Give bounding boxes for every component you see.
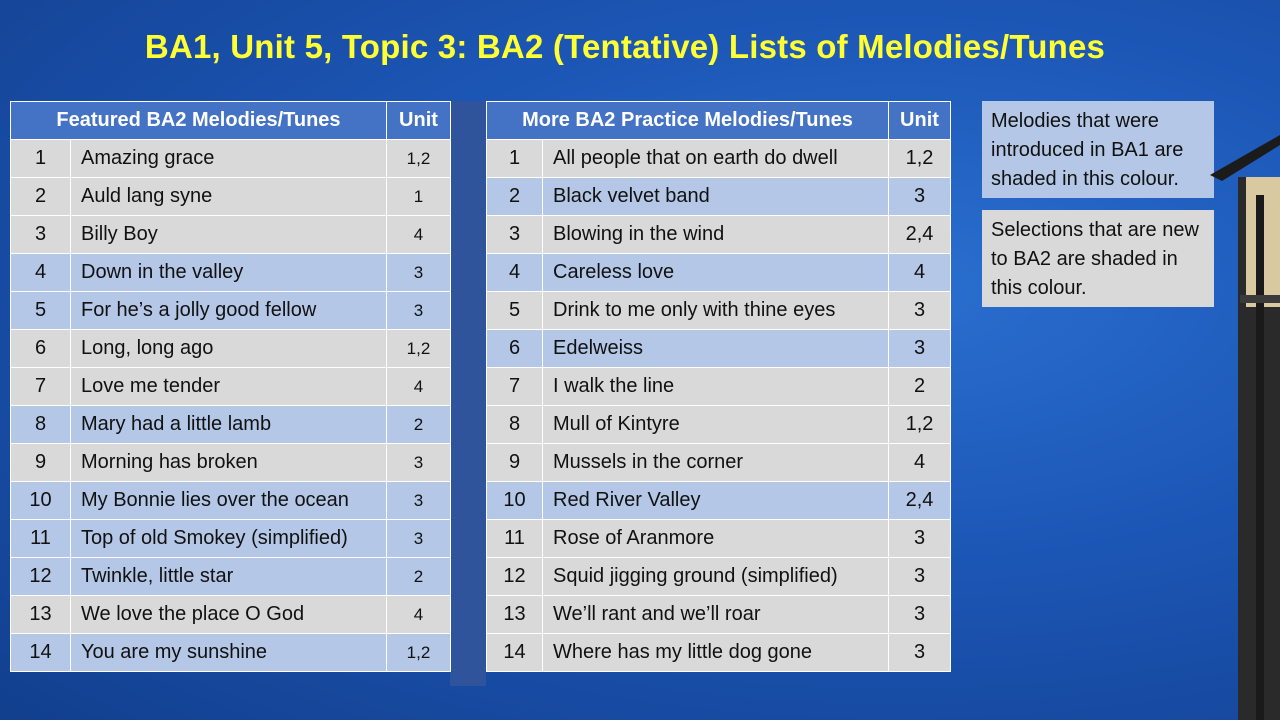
row-number: 10 bbox=[11, 482, 71, 520]
row-number: 2 bbox=[487, 178, 543, 216]
row-number: 3 bbox=[487, 216, 543, 254]
unit-value: 2,4 bbox=[889, 216, 951, 254]
unit-value: 3 bbox=[889, 178, 951, 216]
practice-row bbox=[487, 368, 951, 406]
row-number: 4 bbox=[487, 254, 543, 292]
featured-unit-header: Unit bbox=[387, 102, 451, 140]
featured-row bbox=[11, 444, 451, 482]
practice-row bbox=[487, 634, 951, 672]
melody-name: Top of old Smokey (simplified) bbox=[71, 520, 387, 558]
melody-name: We’ll rant and we’ll roar bbox=[543, 596, 889, 634]
row-number: 9 bbox=[11, 444, 71, 482]
unit-value: 2,4 bbox=[889, 482, 951, 520]
row-number: 11 bbox=[11, 520, 71, 558]
row-number: 1 bbox=[11, 140, 71, 178]
melody-name: Black velvet band bbox=[543, 178, 889, 216]
unit-value: 4 bbox=[387, 216, 451, 254]
melody-name: My Bonnie lies over the ocean bbox=[71, 482, 387, 520]
practice-row bbox=[487, 596, 951, 634]
melody-name: Billy Boy bbox=[71, 216, 387, 254]
practice-table-header: More BA2 Practice Melodies/Tunes bbox=[487, 102, 889, 140]
featured-row bbox=[11, 178, 451, 216]
row-number: 14 bbox=[487, 634, 543, 672]
row-number: 14 bbox=[11, 634, 71, 672]
melody-name: For he’s a jolly good fellow bbox=[71, 292, 387, 330]
melody-name: Squid jigging ground (simplified) bbox=[543, 558, 889, 596]
practice-row bbox=[487, 444, 951, 482]
row-number: 1 bbox=[487, 140, 543, 178]
melody-name: Red River Valley bbox=[543, 482, 889, 520]
melody-name: Mull of Kintyre bbox=[543, 406, 889, 444]
featured-row bbox=[11, 596, 451, 634]
row-number: 13 bbox=[487, 596, 543, 634]
row-number: 9 bbox=[487, 444, 543, 482]
practice-unit-header: Unit bbox=[889, 102, 951, 140]
featured-row bbox=[11, 482, 451, 520]
unit-value: 3 bbox=[889, 520, 951, 558]
unit-value: 3 bbox=[387, 482, 451, 520]
melody-name: Edelweiss bbox=[543, 330, 889, 368]
row-number: 2 bbox=[11, 178, 71, 216]
row-number: 13 bbox=[11, 596, 71, 634]
melody-name: I walk the line bbox=[543, 368, 889, 406]
unit-value: 1,2 bbox=[889, 140, 951, 178]
featured-row bbox=[11, 406, 451, 444]
row-number: 7 bbox=[487, 368, 543, 406]
unit-value: 3 bbox=[387, 292, 451, 330]
unit-value: 3 bbox=[889, 292, 951, 330]
slide-title: BA1, Unit 5, Topic 3: BA2 (Tentative) Lists of Melodies/Tunes bbox=[144, 28, 1106, 65]
row-number: 4 bbox=[11, 254, 71, 292]
melody-name: Long, long ago bbox=[71, 330, 387, 368]
melody-name: Drink to me only with thine eyes bbox=[543, 292, 889, 330]
practice-row bbox=[487, 330, 951, 368]
melody-name: You are my sunshine bbox=[71, 634, 387, 672]
row-number: 5 bbox=[487, 292, 543, 330]
unit-value: 1 bbox=[387, 178, 451, 216]
unit-value: 1,2 bbox=[387, 330, 451, 368]
practice-row bbox=[487, 140, 951, 178]
table-gap-column bbox=[450, 101, 486, 686]
unit-value: 2 bbox=[387, 558, 451, 596]
featured-row bbox=[11, 254, 451, 292]
practice-row bbox=[487, 482, 951, 520]
row-number: 10 bbox=[487, 482, 543, 520]
melody-name: We love the place O God bbox=[71, 596, 387, 634]
featured-row bbox=[11, 140, 451, 178]
melody-name: Down in the valley bbox=[71, 254, 387, 292]
row-number: 3 bbox=[11, 216, 71, 254]
unit-value: 1,2 bbox=[387, 140, 451, 178]
unit-value: 3 bbox=[889, 596, 951, 634]
unit-value: 3 bbox=[889, 558, 951, 596]
melody-name: Mary had a little lamb bbox=[71, 406, 387, 444]
practice-row bbox=[487, 178, 951, 216]
melody-name: Where has my little dog gone bbox=[543, 634, 889, 672]
melody-name: Twinkle, little star bbox=[71, 558, 387, 596]
melody-name: Auld lang syne bbox=[71, 178, 387, 216]
row-number: 12 bbox=[11, 558, 71, 596]
featured-row bbox=[11, 368, 451, 406]
melody-name: Rose of Aranmore bbox=[543, 520, 889, 558]
melody-name: Love me tender bbox=[71, 368, 387, 406]
melody-name: Blowing in the wind bbox=[543, 216, 889, 254]
featured-melodies-table bbox=[10, 101, 451, 672]
row-number: 6 bbox=[11, 330, 71, 368]
legend-new-ba2: Selections that are new to BA2 are shaded in this colour. bbox=[982, 210, 1214, 307]
featured-row bbox=[11, 558, 451, 596]
unit-value: 3 bbox=[387, 254, 451, 292]
legend-introduced-ba1: Melodies that were introduced in BA1 are shaded in this colour. bbox=[982, 101, 1214, 198]
melody-name: All people that on earth do dwell bbox=[543, 140, 889, 178]
featured-row bbox=[11, 330, 451, 368]
row-number: 6 bbox=[487, 330, 543, 368]
row-number: 8 bbox=[11, 406, 71, 444]
featured-row bbox=[11, 292, 451, 330]
unit-value: 1,2 bbox=[387, 634, 451, 672]
row-number: 5 bbox=[11, 292, 71, 330]
unit-value: 3 bbox=[889, 634, 951, 672]
building-photo-edge bbox=[1210, 135, 1280, 720]
practice-melodies-table bbox=[486, 101, 951, 672]
practice-row bbox=[487, 216, 951, 254]
unit-value: 3 bbox=[889, 330, 951, 368]
melody-name: Mussels in the corner bbox=[543, 444, 889, 482]
unit-value: 4 bbox=[387, 596, 451, 634]
practice-row bbox=[487, 292, 951, 330]
practice-row bbox=[487, 406, 951, 444]
unit-value: 1,2 bbox=[889, 406, 951, 444]
unit-value: 4 bbox=[387, 368, 451, 406]
unit-value: 2 bbox=[387, 406, 451, 444]
featured-row bbox=[11, 520, 451, 558]
practice-row bbox=[487, 254, 951, 292]
row-number: 12 bbox=[487, 558, 543, 596]
unit-value: 2 bbox=[889, 368, 951, 406]
featured-row bbox=[11, 216, 451, 254]
unit-value: 3 bbox=[387, 520, 451, 558]
melody-name: Careless love bbox=[543, 254, 889, 292]
row-number: 7 bbox=[11, 368, 71, 406]
featured-table-header: Featured BA2 Melodies/Tunes bbox=[11, 102, 387, 140]
row-number: 8 bbox=[487, 406, 543, 444]
melody-name: Morning has broken bbox=[71, 444, 387, 482]
practice-row bbox=[487, 558, 951, 596]
unit-value: 4 bbox=[889, 254, 951, 292]
melody-name: Amazing grace bbox=[71, 140, 387, 178]
unit-value: 4 bbox=[889, 444, 951, 482]
unit-value: 3 bbox=[387, 444, 451, 482]
practice-row bbox=[487, 520, 951, 558]
featured-row bbox=[11, 634, 451, 672]
row-number: 11 bbox=[487, 520, 543, 558]
